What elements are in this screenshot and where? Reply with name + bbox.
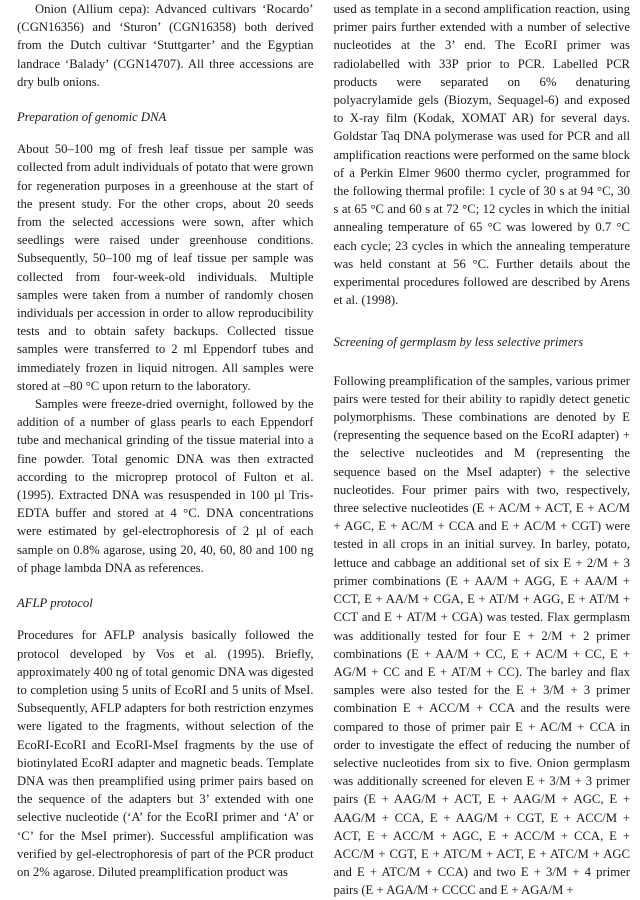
amplification-paragraph: used as template in a second amplification reaction, using primer pairs further extended with a number of selective nucleotides at the 3’ end. The EcoRI primer was radiolabelled with 33P prior to PCR. Labelled PCR products were separated on 6% denaturing polyacrylamide gels (Biozym, Sequagel-6) and exposed to X-ray film (Kodak, XOMAT AR) for several days. Goldstar Taq DNA polymerase was used for PCR and all amplification reactions were performed on the same block of a Perkin Elmer 9600 thermo cycler, programmed for the following thermal profile: 1 cycle of 30 s at 94 °C, 30 s at 65 °C and 60 s at 72 °C; 12 cycles in which the initial annealing temperature of 65 °C was lowered by 0.7 °C each cycle; 23 cycles in which the annealing temperature was held constant at 56 °C. Further details about the experimental procedures followed are described by Arens et al. (1998).	[333, 2, 630, 308]
genomic-dna-paragraph-1: About 50–100 mg of fresh leaf tissue per sample was collected from adult individuals of potato that were grown for regeneration purposes in a greenhouse at the start of the present study. For the other crops, about 20 seeds from the selected accessions were sown, after which seedlings were raised under greenhouse conditions. Subsequently, 50–100 mg of leaf tissue per sample was collected from four-week-old individuals. Multiple samples were taken from a number of randomly chosen individuals per accession in order to allow reproducibility tests and to obtain safety backups. Collected tissue samples were transferred to 2 ml Eppendorf tubes and immediately frozen in liquid nitrogen. All samples were stored at –80 °C upon return to the laboratory.	[17, 142, 314, 393]
genomic-dna-paragraph-2: Samples were freeze-dried overnight, followed by the addition of a number of glass pearls to each Eppendorf tube and mechanical grinding of the tissue material into a fine powder. Total genomic DNA was then extracted according to the microprep protocol of Fulton et al. (1995). Extracted DNA was resuspended in 100 µl Tris-EDTA buffer and stored at 4 °C. DNA concentrations were estimated by gel-electrophoresis of 2 µl of each sample on 0.8% agarose, using 20, 40, 60, 80 and 100 ng of phage lambda DNA as references.	[17, 397, 314, 575]
right-column	[334, 0, 631, 900]
screening-paragraph: Following preamplification of the samples, various primer pairs were tested for their ability to rapidly detect genetic polymorphisms. These combinations are denoted by E (representing the sequence based on the EcoRI adapter) + the selective nucleotides and M (representing the sequence based on the MseI adapter) + the selective nucleotides. Four primer pairs with two, respectively, three selective nucleotides (E + AC/M + ACT, E + AC/M + AGC, E + AC/M + CCA and E + AC/M + CGT) were tested in all crops in an initial survey. In barley, potato, lettuce and cabbage an additional set of six E + 2/M + 3 primer combinations (E + AA/M + AGG, E + AA/M + CCT, E + AA/M + CGA, E + AT/M + AGG, E + AT/M + CCT and E + AT/M + CGA) was tested. Flax germplasm was additionally tested for four E + 2/M + 2 primer combinations (E + AA/M + CC, E + AC/M + CC, E + AG/M + CC and E + AT/M + CC). The barley and flax samples were also tested for the E + 3/M + 3 primer combination E + ACC/M + CCA and the results were compared to those of primer pair E + AC/M + CCA in order to investigate the effect of reducing the number of selective nucleotides from six to five. Onion germplasm was additionally screened for eleven E + 3/M + 3 primer pairs (E + AAG/M + ACT, E + AAG/M + AGC, E + AAG/M + CCA, E + AAG/M + CGT, E + ACC/M + ACT, E + ACC/M + AGC, E + ACC/M + CCA, E + ACC/M + CGT, E + ATC/M + ACT, E + ATC/M + AGC and E + ATC/M + CCA) and two E + 3/M + 4 primer pairs (E + AGA/M + CCCC and E + AGA/M +	[333, 373, 630, 898]
left-column	[17, 0, 314, 900]
aflp-paragraph: Procedures for AFLP analysis basically followed the protocol developed by Vos et al. (1995). Briefly, approximately 400 ng of total genomic DNA was digested to completion using 5 units of EcoRI and 5 units of MseI. Subsequently, AFLP adapters for both restriction enzymes were ligated to the fragments, without selection of the EcoRI-EcoRI and EcoRI-MseI fragments by the use of biotinylated EcoRI adapter and magnetic beads. Template DNA was then preamplified using primer pairs based on the sequence of the adapters but 3’ extended with one selective nucleotide (‘A’ for the EcoRI primer and ‘A’ or ‘C’ for the MseI primer). Successful amplification was verified by gel-electrophoresis of part of the PCR product on 2% agarose. Diluted preamplification product was	[17, 628, 314, 879]
section-heading-screening: Screening of germplasm by less selective primers	[333, 335, 584, 350]
section-heading-genomic-dna: Preparation of genomic DNA	[17, 110, 167, 125]
onion-paragraph: Onion (Allium cepa): Advanced cultivars ‘Rocardo’ (CGN16356) and ‘Sturon’ (CGN16358) both derived from the Dutch cultivar ‘Stuttgarter’ and the Egyptian landrace ‘Balady’ (CGN14707). All three accessions are dry bulb onions.	[17, 2, 314, 89]
section-heading-aflp-protocol: AFLP protocol	[17, 596, 93, 611]
